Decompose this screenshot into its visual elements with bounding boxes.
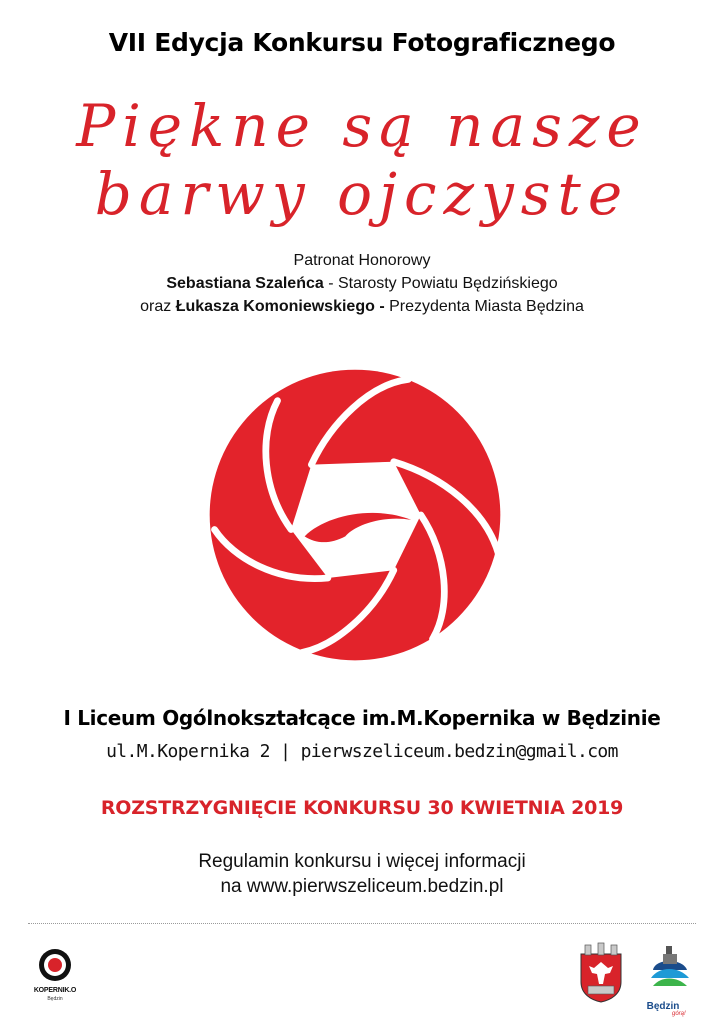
bedzin-logo-slogan: górą!: [672, 1011, 686, 1017]
contest-edition-title: VII Edycja Konkursu Fotograficznego: [108, 28, 616, 57]
patron-line-1: [0, 275, 724, 293]
school-address: ul.M.Kopernika 2 | pierwszeliceum.bedzin@gmail.com: [106, 741, 618, 762]
bedzin-logo-text: Będzin: [646, 1001, 680, 1012]
footer-divider: [28, 923, 696, 924]
slogan-line-2: barwy ojczyste: [94, 160, 630, 228]
kopernik-logo-sub: Będzin: [47, 996, 63, 1002]
result-announcement: ROZSTRZYGNIĘCIE KONKURSU 30 KWIETNIA 2019: [100, 797, 624, 819]
patron-line-2: [0, 298, 724, 316]
patron-2-name: Łukasza Komoniewskiego -: [175, 298, 385, 315]
school-name: I Liceum Ogólnokształcące im.M.Kopernika w Będzinie: [63, 706, 661, 730]
slogan-line-1: Piękne są nasze: [76, 92, 648, 160]
patron-1-role: - Starosty Powiatu Będzińskiego: [323, 275, 558, 292]
bedzin-city-logo-icon: [645, 944, 697, 1004]
kopernik-logo-text: KOPERNIK.O: [33, 987, 77, 994]
camera-aperture-icon: [200, 360, 510, 670]
patron-1-name: Sebastiana Szaleńca: [166, 275, 324, 292]
rules-line-2: na www.pierwszeliceum.bedzin.pl: [220, 876, 504, 897]
patron-2-role: Prezydenta Miasta Będzina: [384, 298, 584, 315]
patron-2-prefix: oraz: [140, 298, 176, 315]
patronage-title: Patronat Honorowy: [293, 252, 431, 269]
coat-of-arms-icon: [578, 942, 624, 1004]
rules-line-1: Regulamin konkursu i więcej informacji: [198, 851, 526, 872]
kopernik-logo-icon: [30, 944, 80, 1014]
